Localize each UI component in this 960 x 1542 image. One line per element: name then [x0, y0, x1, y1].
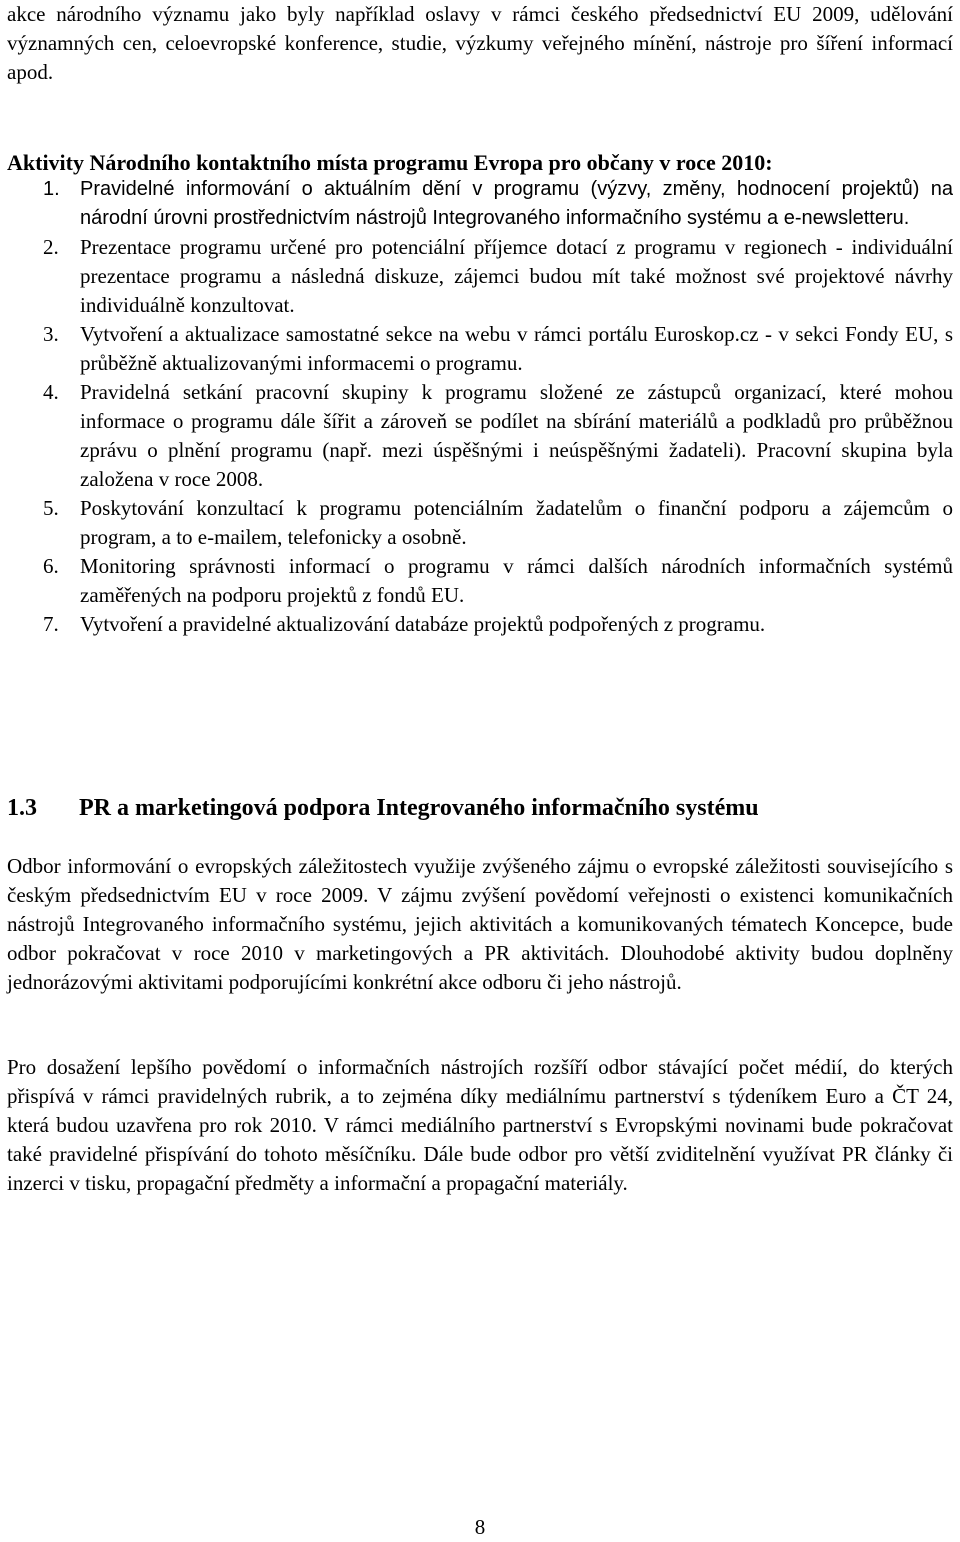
list-item-text: Pravidelné informování o aktuálním dění v programu (výzvy, změny, hodnocení projektů) na národní úrovni prostřednictvím nástrojů Integrovaného informačního systému a e-newsletteru.: [80, 178, 953, 229]
list-item-number: 7.: [43, 612, 59, 636]
list-item-text: Vytvoření a aktualizace samostatné sekce na webu v rámci portálu Euroskop.cz - v sekci Fondy EU, s průběžně aktualizovanými informacemi o programu.: [80, 322, 953, 375]
list-item-text: Vytvoření a pravidelné aktualizování databáze projektů podpořených z programu.: [80, 612, 766, 636]
list-item: [7, 175, 953, 233]
list-item: [7, 494, 953, 552]
section-title: PR a marketingová podpora Integrovaného informačního systému: [79, 795, 759, 821]
list-item: [7, 320, 953, 378]
section-heading: [7, 792, 953, 824]
activities-heading: Aktivity Národního kontaktního místa programu Evropa pro občany v roce 2010:: [7, 150, 773, 175]
body-paragraph: Odbor informování o evropských záležitostech využije zvýšeného zájmu o evropské záležitosti souvisejícího s českým předsednictvím EU v roce 2009. V zájmu zvýšení povědomí veřejnosti o existenci komunikačních nástrojů Integrovaného informačního systému, jejich aktivitách a komunikovaných tématech Koncepce, bude odbor pokračovat v roce 2010 v marketingových a PR aktivitách. Dlouhodobé aktivity budou doplněny jednorázovými aktivitami podporujícími konkrétní akce odboru či jeho nástrojů.: [7, 854, 953, 994]
section-number: 1.3: [7, 795, 37, 821]
list-item-text: Pravidelná setkání pracovní skupiny k programu složené ze zástupců organizací, které mohou informace o programu dále šířit a zároveň se podílet na sbírání materiálů a podkladů pro průběžnou zprávu o plnění programu (např. mezi úspěšnými i neúspěšnými žadateli). Pracovní skupina byla založena v roce 2008.: [80, 380, 953, 491]
list-item: [7, 378, 953, 494]
list-item-number: 3.: [43, 322, 59, 346]
list-item-number: 2.: [43, 235, 59, 259]
list-item-text: Poskytování konzultací k programu potenciálním žadatelům o finanční podporu a zájemcům o program, a to e-mailem, telefonicky a osobně.: [80, 496, 953, 549]
list-item-text: Prezentace programu určené pro potenciální příjemce dotací z programu v regionech - individuální prezentace programu a následná diskuze, zájemci budou mít také možnost své projektové návrhy individuálně konzultovat.: [80, 235, 953, 317]
list-item-text: Monitoring správnosti informací o programu v rámci dalších národních informačních systémů zaměřených na podporu projektů z fondů EU.: [80, 554, 953, 607]
list-item-number: 5.: [43, 496, 59, 520]
list-item: [7, 610, 953, 639]
list-item: [7, 233, 953, 320]
body-paragraph: Pro dosažení lepšího povědomí o informačních nástrojích rozšíří odbor stávající počet médií, do kterých přispívá v rámci pravidelných rubrik, a to zejména díky mediálnímu partnerství s týdeníkem Euro a ČT 24, která budou uzavřena pro rok 2010. V rámci mediálního partnerství s Evropskými novinami bude pokračovat také pravidelné přispívání do tohoto měsíčníku. Dále bude odbor pro větší zviditelnění využívat PR články či inzerci v tisku, propagační předměty a informační a propagační materiály.: [7, 1055, 953, 1195]
list-item: [7, 552, 953, 610]
list-item-number: 1.: [43, 178, 60, 200]
intro-paragraph: akce národního významu jako byly například oslavy v rámci českého předsednictví EU 2009, udělování významných cen, celoevropské konference, studie, výzkumy veřejného mínění, nástroje pro šíření informací apod.: [7, 2, 953, 84]
page-number: 8: [474, 1515, 486, 1539]
activities-list: [7, 175, 953, 639]
list-item-number: 4.: [43, 380, 59, 404]
list-item-number: 6.: [43, 554, 59, 578]
